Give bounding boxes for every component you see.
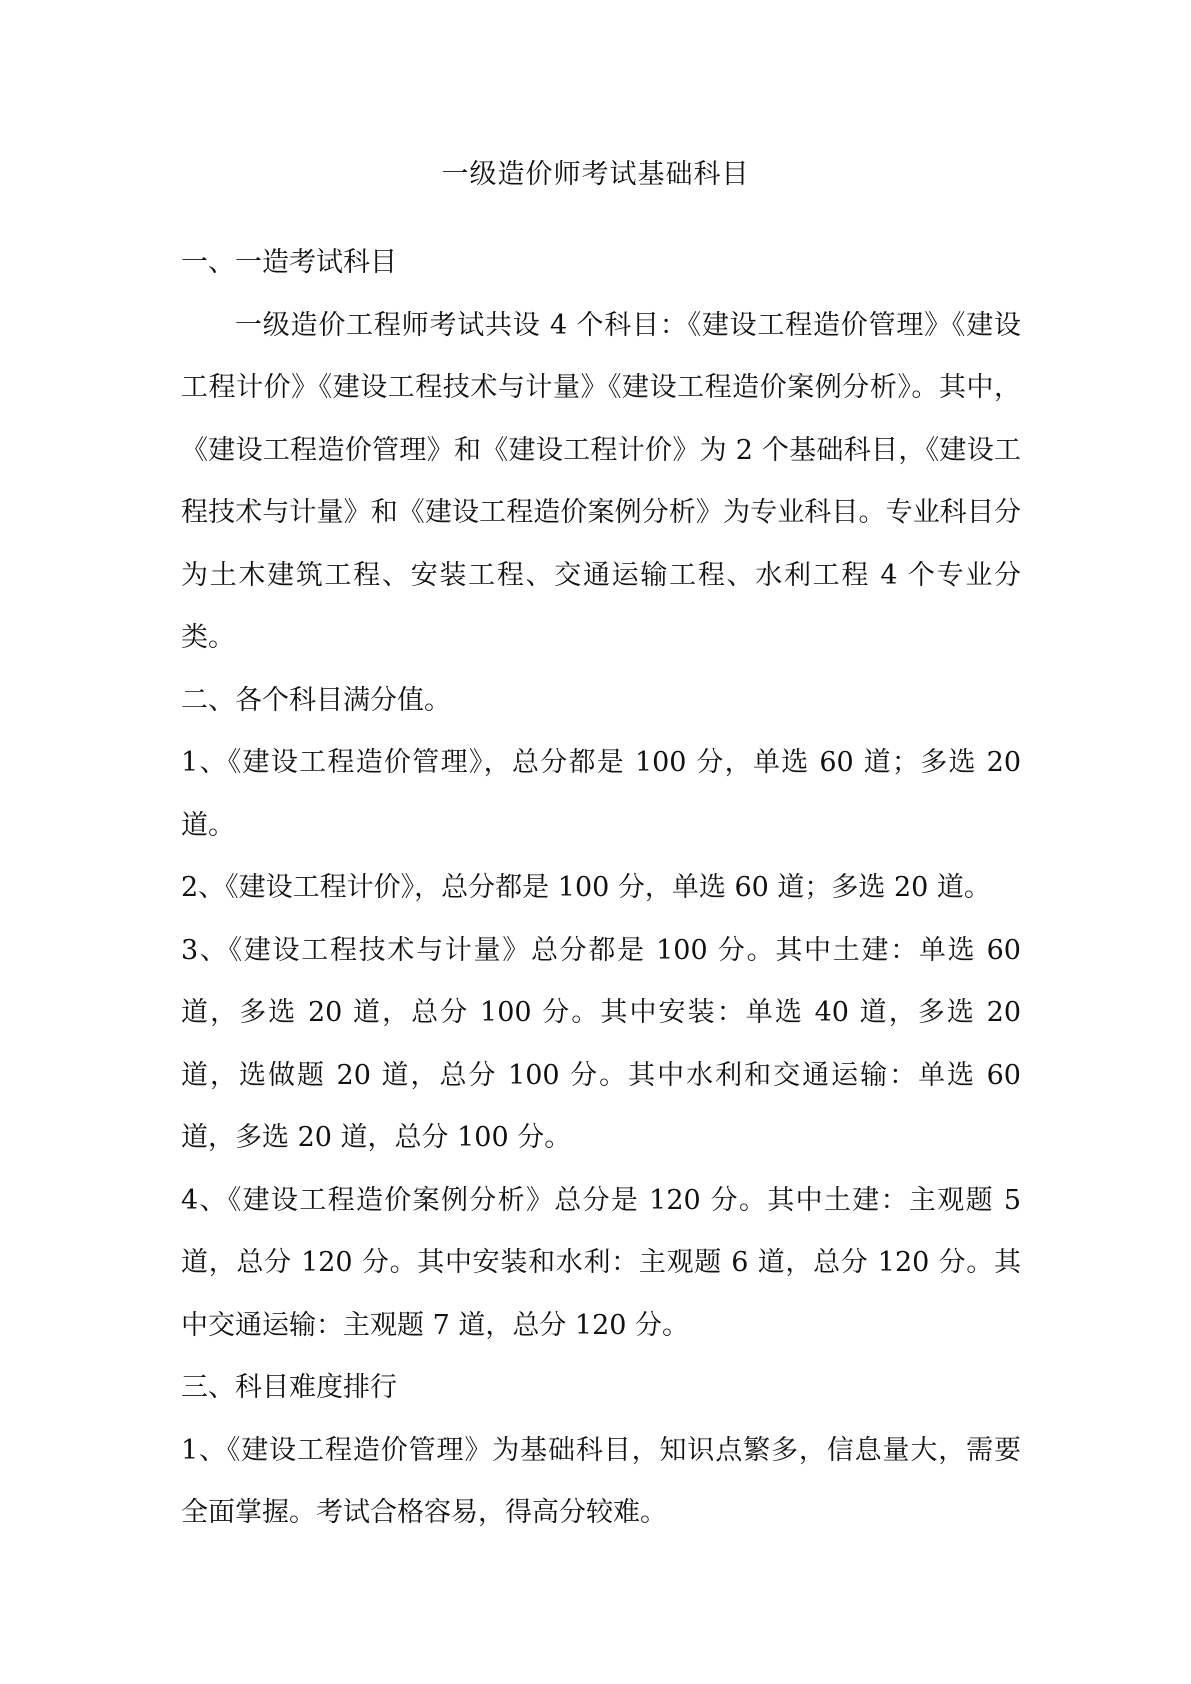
document-title: 一级造价师考试基础科目	[441, 159, 750, 190]
list-item-technology-measurement-score: 3、《建设工程技术与计量》总分都是 100 分。其中土建：单选 60 道，多选 20 道，总分 100 分。其中安装：单选 40 道，多选 20 道，选做题 20 道，总分 100 分。其中水利和交通运输：单选 60 道，多选 20 道，总分 100 分。	[181, 934, 1021, 1153]
list-item-case-analysis-score: 4、《建设工程造价案例分析》总分是 120 分。其中土建：主观题 5 道，总分 120 分。其中安装和水利：主观题 6 道，总分 120 分。其中交通运输：主观题 7 道，总分 120 分。	[181, 1184, 1021, 1341]
document-body	[181, 232, 1021, 1545]
list-item-pricing-score: 2、《建设工程计价》，总分都是 100 分，单选 60 道；多选 20 道。	[181, 872, 991, 903]
section-heading-full-scores: 二、各个科目满分值。	[181, 684, 451, 716]
section-heading-subjects: 一、一造考试科目	[181, 247, 397, 278]
list-item-cost-management-difficulty: 1、《建设工程造价管理》为基础科目，知识点繁多，信息量大，需要全面掌握。考试合格容易，得高分较难。	[181, 1434, 1021, 1528]
paragraph-subjects-overview: 一级造价工程师考试共设 4 个科目：《建设工程造价管理》《建设工程计价》《建设工程技术与计量》《建设工程造价案例分析》。其中，《建设工程造价管理》和《建设工程计价》为 2 个基础科目，《建设工程技术与计量》和《建设工程造价案例分析》为专业科目。专业科目分为土木建筑工程、安装工程、交通运输工程、水利工程 4 个专业分类。	[181, 309, 1021, 653]
section-heading-difficulty-ranking: 三、科目难度排行	[181, 1372, 397, 1403]
list-item-cost-management-score: 1、《建设工程造价管理》，总分都是 100 分，单选 60 道；多选 20 道。	[181, 747, 1021, 841]
